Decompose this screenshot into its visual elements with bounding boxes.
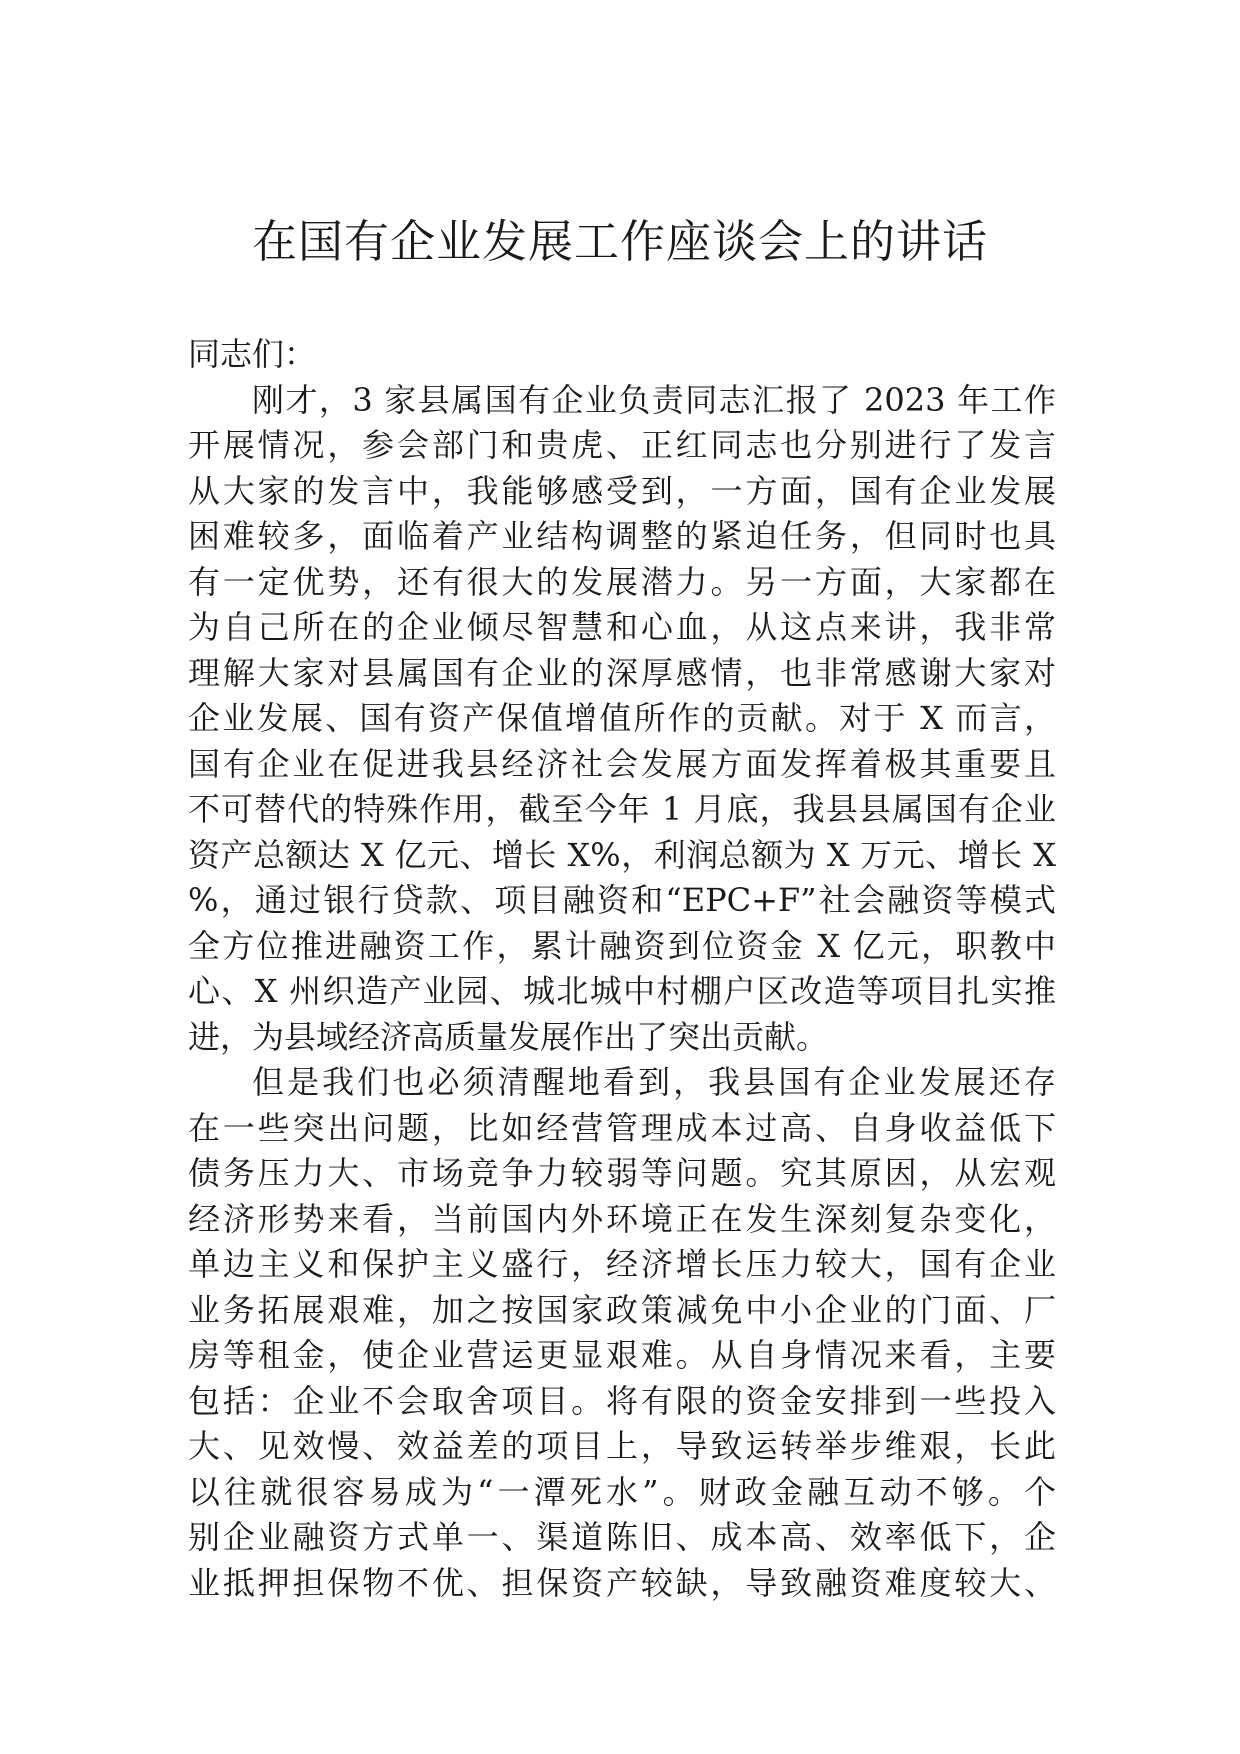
paragraph-line: 以往就很容易成为“一潭死水”。财政金融互动不够。个 xyxy=(188,1472,1056,1511)
paragraph-line: 进，为县域经济高质量发展作出了突出贡献。 xyxy=(188,1017,829,1056)
paragraph-line: 国有企业在促进我县经济社会发展方面发挥着极其重要且 xyxy=(188,744,1056,783)
paragraph-line: 大、见效慢、效益差的项目上，导致运转举步维艰，长此 xyxy=(188,1427,1056,1465)
paragraph-line: 包括：企业不会取舍项目。将有限的资金安排到一些投入 xyxy=(188,1381,1056,1420)
paragraph-line: 资产总额达 X 亿元、增长 X%，利润总额为 X 万元、增长 X xyxy=(188,835,1056,874)
paragraph-line: 困难较多，面临着产业结构调整的紧迫任务，但同时也具 xyxy=(188,517,1056,555)
paragraph-line: 全方位推进融资工作，累计融资到位资金 X 亿元，职教中 xyxy=(188,926,1056,965)
paragraph-2 xyxy=(188,1060,1056,1606)
paragraph-line: 从大家的发言中，我能够感受到，一方面，国有企业发展 xyxy=(188,471,1056,510)
paragraph-line: 经济形势来看，当前国内外环境正在发生深刻复杂变化， xyxy=(188,1199,1056,1238)
paragraph-line: 不可替代的特殊作用，截至今年 1 月底，我县县属国有企业 xyxy=(188,790,1056,828)
paragraph-line: 房等租金，使企业营运更显艰难。从自身情况来看，主要 xyxy=(188,1336,1056,1374)
salutation: 同志们： xyxy=(188,335,317,373)
paragraph-line: 开展情况，参会部门和贵虎、正红同志也分别进行了发言 xyxy=(188,426,1056,464)
paragraph-line: 企业发展、国有资产保值增值所作的贡献。对于 X 而言， xyxy=(188,699,1056,737)
paragraph-line: 在一些突出问题，比如经营管理成本过高、自身收益低下 xyxy=(188,1108,1056,1147)
paragraph-line: %，通过银行贷款、项目融资和“EPC+F”社会融资等模式 xyxy=(188,881,1056,919)
paragraph-line: 为自己所在的企业倾尽智慧和心血，从这点来讲，我非常 xyxy=(188,608,1056,646)
paragraph-line: 有一定优势，还有很大的发展潜力。另一方面，大家都在 xyxy=(188,562,1056,601)
paragraph-line: 刚才，3 家县属国有企业负责同志汇报了 2023 年工作 xyxy=(252,380,1056,419)
document-title: 在国有企业发展工作座谈会上的讲话 xyxy=(251,215,988,268)
paragraph-line: 别企业融资方式单一、渠道陈旧、成本高、效率低下，企 xyxy=(188,1518,1056,1556)
paragraph-line: 债务压力大、市场竞争力较弱等问题。究其原因，从宏观 xyxy=(188,1154,1056,1192)
paragraph-1 xyxy=(188,378,1056,1061)
paragraph-line: 业抵押担保物不优、担保资产较缺，导致融资难度较大、 xyxy=(188,1563,1056,1602)
paragraph-line: 心、X 州织造产业园、城北城中村棚户区改造等项目扎实推 xyxy=(188,972,1056,1010)
paragraph-line: 业务拓展艰难，加之按国家政策减免中小企业的门面、厂 xyxy=(188,1290,1056,1329)
paragraph-line: 理解大家对县属国有企业的深厚感情，也非常感谢大家对 xyxy=(188,653,1056,692)
paragraph-line: 但是我们也必须清醒地看到，我县国有企业发展还存 xyxy=(252,1063,1056,1101)
paragraph-line: 单边主义和保护主义盛行，经济增长压力较大，国有企业 xyxy=(188,1245,1056,1283)
document-body xyxy=(188,332,1056,1606)
